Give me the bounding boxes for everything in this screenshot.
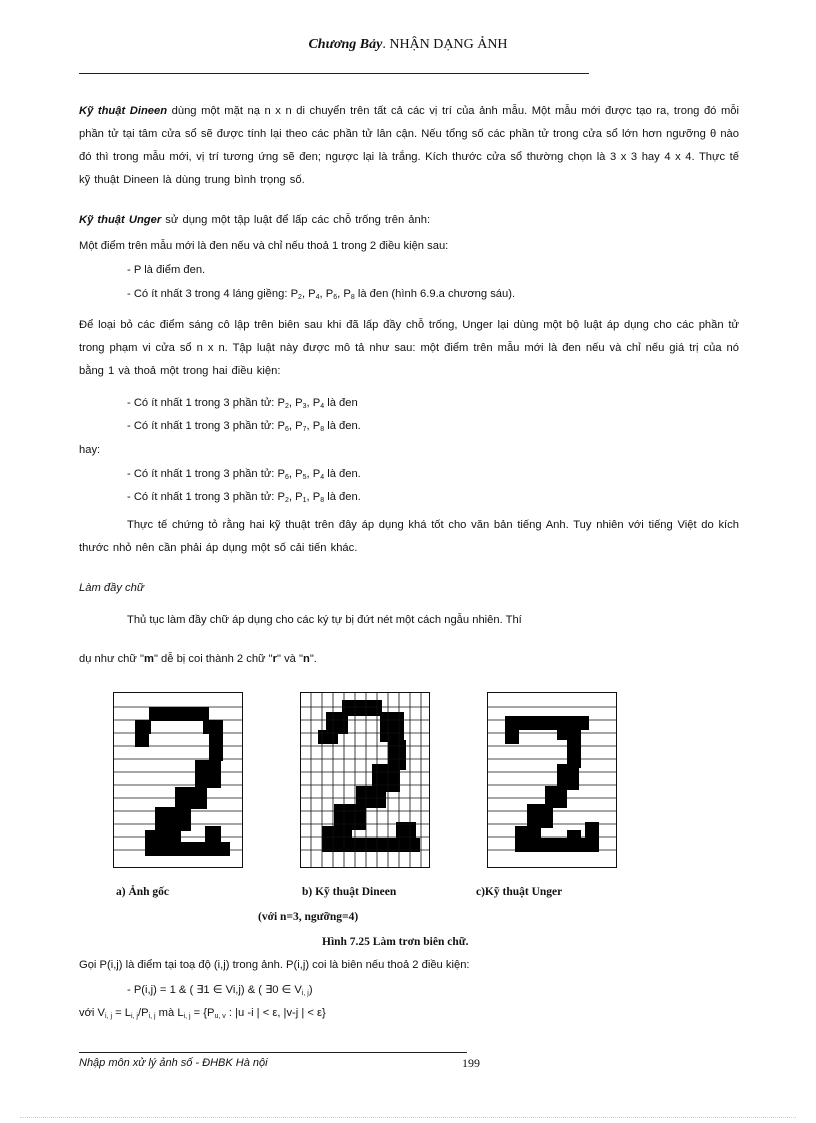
- paragraph-unger: Kỹ thuật Unger sử dụng một tập luật để lấp các chỗ trống trên ảnh:: [79, 214, 431, 226]
- rule-1: - Có ít nhất 1 trong 3 phần tử: $P_2$, $P_3$, $P_4$ là đen: [127, 397, 358, 410]
- figure-caption: Hình 7.25 Làm trơn biên chữ.: [322, 936, 469, 948]
- rule-4: - Có ít nhất 1 trong 3 phần tử: $P_2$, $P_1$, $P_8$ là đen.: [127, 491, 361, 504]
- label-unger: c)Kỹ thuật Unger: [476, 886, 563, 898]
- page-number: 199: [462, 1056, 480, 1070]
- page-edge: [20, 1117, 796, 1118]
- unger-bullet-2: - Có ít nhất 3 trong 4 láng giềng: $P_2$, $P_4$, $P_6$, $P_8$ là đen (hình 6.9.a chương sáu).: [127, 288, 516, 301]
- figure-original-2: [113, 692, 243, 868]
- rule-2: - Có ít nhất 1 trong 3 phần tử: $P_6$, $P_7$, $P_8$ là đen.: [127, 420, 361, 433]
- boundary-def-line1: Gọi P(i,j) là điểm tại toạ độ (i,j) trong ảnh. P(i,j) coi là biên nếu thoả 2 điều kiện:: [79, 959, 470, 971]
- paragraph-isolated-points: Để loại bỏ các điểm sáng cô lập trên biên sau khi đã lấp đầy chỗ trống, Unger lại dùng một bộ luật áp dụng cho các phần tử trong phạm vi cửa sổ n x n. Tập luật này được mô tả như sau: một điểm trên mẫu mới là đen nếu và chỉ nếu giá trị của nó bằng 1 và thoả một trong hai điều kiện:: [79, 319, 739, 377]
- or-label: hay:: [79, 444, 101, 456]
- paragraph-dineen: Kỹ thuật Dineen dùng một mặt nạ n x n di chuyển trên tất cả các vị trí của ảnh mẫu. Một mẫu mới được tạo ra, trong đó mỗi phần tử tại tâm cửa sổ sẽ được tính lại theo các phần tử lân cận. Nếu tổng số các phần tử trong cửa sổ lớn hơn ngưỡng θ nào đó thì trong mẫu mới, vị trí tương ứng sẽ đen; ngược lại là trắng. Kích thước cửa sổ thường chọn là 3 x 3 hay 4 x 4. Thực tế kỹ thuật Dineen là dùng trung bình trọng số.: [79, 105, 739, 186]
- fill-paragraph-line1: Thủ tục làm đầy chữ áp dụng cho các ký tự bị đứt nét một cách ngẫu nhiên. Thí: [127, 614, 522, 626]
- label-dineen: b) Kỹ thuật Dineen: [302, 886, 397, 898]
- header-rule: [79, 73, 589, 74]
- paragraph-conclusion: Thực tế chứng tỏ rằng hai kỹ thuật trên đây áp dụng khá tốt cho văn bản tiếng Anh. Tuy nhiên với tiếng Việt do kích thước nhỏ nên cần phải áp dụng một số cải tiến khác.: [79, 519, 739, 554]
- fill-paragraph-line2: dụ như chữ "m" dễ bị coi thành 2 chữ "r" và "n".: [79, 653, 317, 665]
- chapter-title: . NHẬN DẠNG ẢNH: [382, 37, 508, 52]
- chapter-label: Chương Bảy: [308, 37, 383, 52]
- rule-3: - Có ít nhất 1 trong 3 phần tử: $P_6$, $P_5$, $P_4$ là đen.: [127, 468, 361, 481]
- footer-rule: [79, 1052, 467, 1053]
- dineen-term: Kỹ thuật Dineen: [79, 105, 168, 117]
- figure-dineen-2: [300, 692, 430, 868]
- boundary-neighborhood: với $V_{i, j} = L_{i, j}/P_{i, j}$ mà $L_{i, j} = \{P_{u, v}$ : |u -i | < ε, |v-j | < ε}: [79, 1007, 326, 1020]
- unger-term: Kỹ thuật Unger: [79, 214, 162, 226]
- footer-text: Nhập môn xử lý ảnh số - ĐHBK Hà nội: [79, 1057, 268, 1069]
- page-header: [0, 37, 816, 53]
- section-heading: Làm đầy chữ: [79, 582, 144, 594]
- boundary-condition: - P(i,j) = 1 & ( ∃1 ∈ Vi,j) & ( ∃0 ∈ $V_{i, j}$): [127, 984, 313, 997]
- unger-bullet-1: - P là điểm đen.: [127, 264, 206, 276]
- unger-rule-intro: Một điểm trên mẫu mới là đen nếu và chỉ nếu thoả 1 trong 2 điều kiện sau:: [79, 240, 449, 252]
- figure-unger-2: [487, 692, 617, 868]
- figure-params: (với n=3, ngưỡng=4): [258, 911, 359, 923]
- label-original: a) Ảnh gốc: [116, 886, 170, 898]
